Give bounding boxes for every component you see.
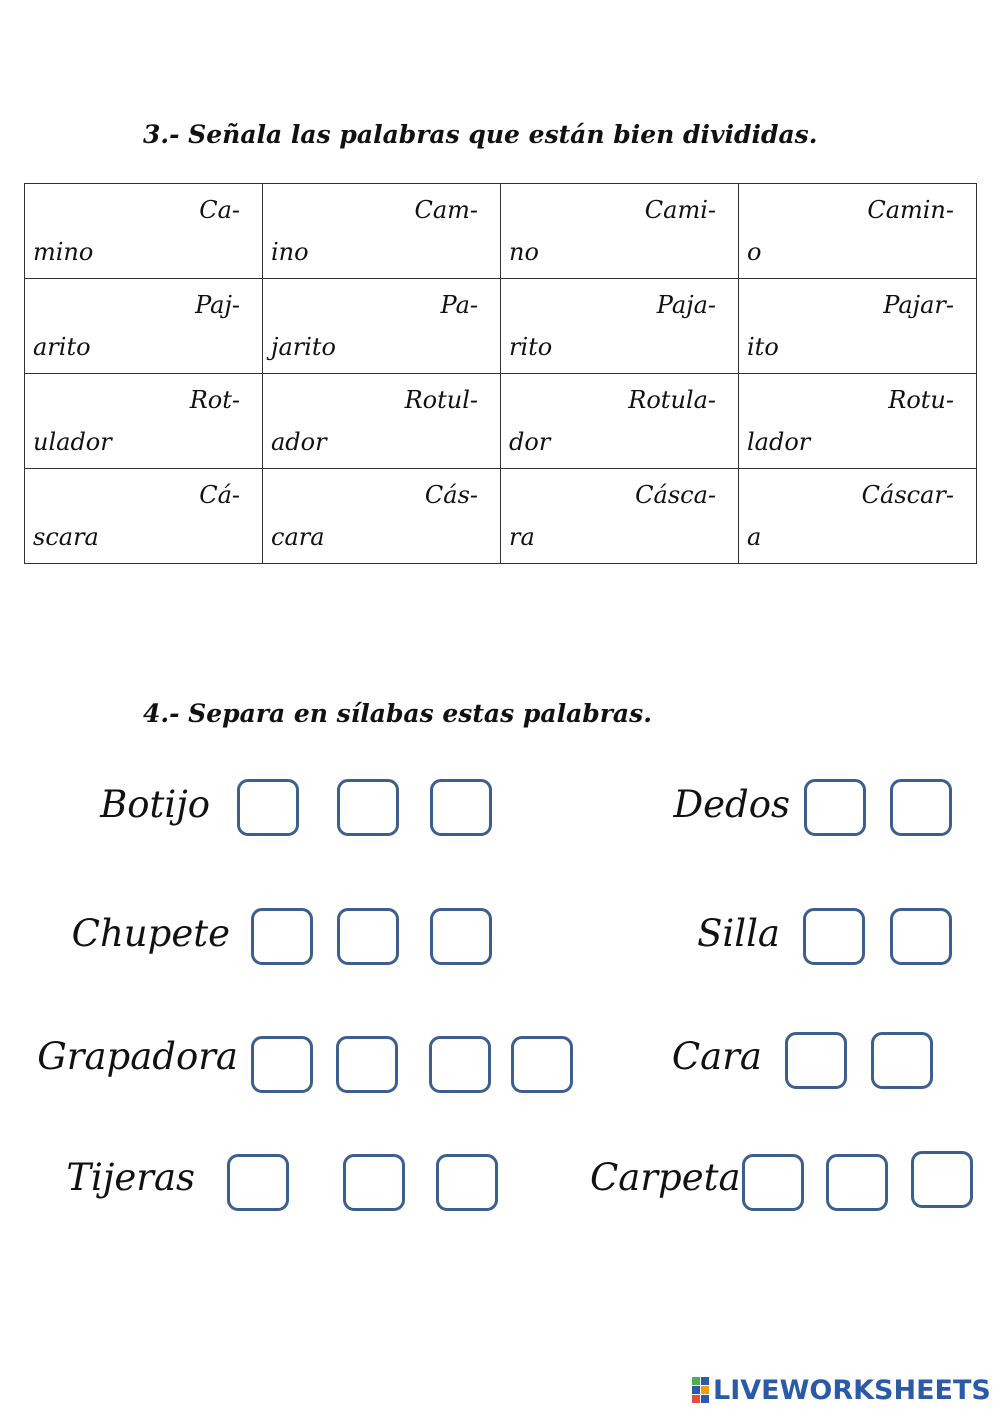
- syllable-part-1: Rotu-: [888, 386, 954, 414]
- syllable-part-1: Pa-: [440, 291, 478, 319]
- syllable-part-2: lador: [747, 428, 811, 456]
- syllable-part-2: arito: [33, 333, 91, 361]
- syllable-part-2: ador: [271, 428, 327, 456]
- syllable-part-1: Pajar-: [883, 291, 954, 319]
- table-cell[interactable]: [25, 469, 263, 564]
- table-cell[interactable]: [739, 279, 977, 374]
- syllable-part-2: o: [747, 238, 762, 266]
- syllable-answer-box[interactable]: [436, 1154, 498, 1211]
- syllable-part-1: Cam-: [414, 196, 478, 224]
- syllable-part-1: Ca-: [199, 196, 240, 224]
- syllable-answer-box[interactable]: [251, 908, 313, 965]
- table-cell[interactable]: [501, 374, 739, 469]
- syllable-answer-box[interactable]: [803, 908, 865, 965]
- syllable-part-1: Paja-: [656, 291, 716, 319]
- syllable-answer-box[interactable]: [890, 908, 952, 965]
- table-cell[interactable]: [25, 184, 263, 279]
- syllable-part-2: no: [509, 238, 539, 266]
- table-cell[interactable]: [501, 184, 739, 279]
- syllable-answer-box[interactable]: [429, 1036, 491, 1093]
- syllable-part-1: Cá-: [199, 481, 240, 509]
- syllable-word-grapadora: Grapadora: [37, 1035, 238, 1078]
- syllable-answer-box[interactable]: [511, 1036, 573, 1093]
- syllable-part-1: Paj-: [195, 291, 240, 319]
- syllable-part-2: ulador: [33, 428, 112, 456]
- syllable-part-2: rito: [509, 333, 553, 361]
- syllable-part-2: scara: [33, 523, 99, 551]
- syllable-answer-box[interactable]: [337, 908, 399, 965]
- syllable-part-2: ino: [271, 238, 309, 266]
- syllable-part-2: a: [747, 523, 762, 551]
- table-cell[interactable]: [501, 279, 739, 374]
- syllable-answer-box[interactable]: [826, 1154, 888, 1211]
- table-cell[interactable]: [739, 374, 977, 469]
- syllable-answer-box[interactable]: [336, 1036, 398, 1093]
- table-cell[interactable]: [263, 469, 501, 564]
- table-row: [25, 374, 977, 469]
- syllable-word-tijeras: Tijeras: [66, 1156, 195, 1199]
- liveworksheets-wordmark: LIVEWORKSHEETS: [713, 1374, 991, 1406]
- syllable-part-2: jarito: [271, 333, 336, 361]
- syllable-answer-box[interactable]: [251, 1036, 313, 1093]
- syllable-answer-box[interactable]: [337, 779, 399, 836]
- syllable-answer-box[interactable]: [237, 779, 299, 836]
- liveworksheets-logo-icon: [692, 1377, 709, 1403]
- syllable-part-1: Cás-: [424, 481, 478, 509]
- syllable-word-cara: Cara: [671, 1035, 762, 1078]
- syllable-part-1: Rotul-: [404, 386, 478, 414]
- table-cell[interactable]: [25, 374, 263, 469]
- syllable-part-2: dor: [509, 428, 551, 456]
- table-cell[interactable]: [263, 279, 501, 374]
- table-row: [25, 184, 977, 279]
- syllable-word-dedos: Dedos: [673, 783, 790, 826]
- word-division-table: [24, 183, 977, 564]
- syllable-answer-box[interactable]: [430, 779, 492, 836]
- syllable-answer-box[interactable]: [911, 1151, 973, 1208]
- syllable-part-2: cara: [271, 523, 325, 551]
- syllable-answer-box[interactable]: [890, 779, 952, 836]
- syllable-part-2: mino: [33, 238, 94, 266]
- syllable-word-carpeta: Carpeta: [590, 1156, 741, 1199]
- table-cell[interactable]: [25, 279, 263, 374]
- syllable-answer-box[interactable]: [871, 1032, 933, 1089]
- syllable-answer-box[interactable]: [343, 1154, 405, 1211]
- syllable-answer-box[interactable]: [742, 1154, 804, 1211]
- syllable-answer-box[interactable]: [227, 1154, 289, 1211]
- liveworksheets-logo: [692, 1373, 991, 1407]
- table-cell[interactable]: [501, 469, 739, 564]
- syllable-answer-box[interactable]: [785, 1032, 847, 1089]
- question-3-heading: 3.- Señala las palabras que están bien divididas.: [143, 120, 818, 149]
- table-cell[interactable]: [739, 184, 977, 279]
- question-4-heading: 4.- Separa en sílabas estas palabras.: [143, 699, 652, 728]
- syllable-part-1: Camin-: [867, 196, 954, 224]
- syllable-part-1: Rotula-: [628, 386, 716, 414]
- syllable-part-1: Rot-: [189, 386, 240, 414]
- table-row: [25, 469, 977, 564]
- table-cell[interactable]: [263, 184, 501, 279]
- syllable-part-1: Cáscar-: [861, 481, 954, 509]
- syllable-answer-box[interactable]: [430, 908, 492, 965]
- table-cell[interactable]: [739, 469, 977, 564]
- table-row: [25, 279, 977, 374]
- table-cell[interactable]: [263, 374, 501, 469]
- syllable-word-botijo: Botijo: [100, 783, 210, 826]
- syllable-part-2: ra: [509, 523, 535, 551]
- syllable-part-2: ito: [747, 333, 779, 361]
- syllable-part-1: Cásca-: [635, 481, 716, 509]
- syllable-answer-box[interactable]: [804, 779, 866, 836]
- syllable-word-chupete: Chupete: [71, 912, 230, 955]
- syllable-part-1: Cami-: [644, 196, 716, 224]
- syllable-word-silla: Silla: [697, 912, 780, 955]
